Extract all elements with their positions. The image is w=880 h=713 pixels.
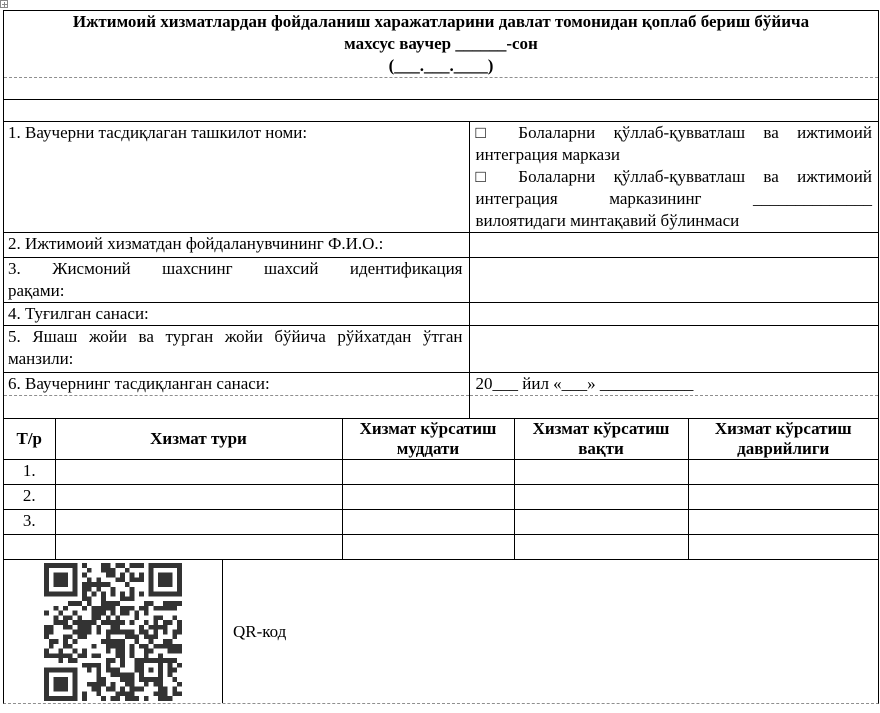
info-row-pinfl: [4, 258, 878, 303]
info-row2-label: 2. Ижтимоий хизматдан фойдаланувчининг Ф.И.О.:: [4, 233, 469, 258]
services-row2-type-cell[interactable]: [55, 484, 342, 509]
services-row3-type-cell[interactable]: [55, 509, 342, 534]
document-title: [4, 11, 878, 78]
empty-row-2: [4, 100, 878, 121]
table-move-handle-icon[interactable]: [0, 0, 8, 8]
services-header-number: Т/р: [4, 418, 55, 459]
services-row4-type-cell[interactable]: [55, 534, 342, 559]
services-row2-time-cell[interactable]: [514, 484, 688, 509]
services-row3-duration-cell[interactable]: [342, 509, 514, 534]
info-row1-value-cell: [469, 122, 878, 233]
info-row4-label: 4. Туғилган санаси:: [4, 303, 469, 326]
services-row2-frequency-cell[interactable]: [688, 484, 878, 509]
title-date-blank: (___.___.____): [388, 56, 494, 75]
info-row6-value[interactable]: 20___ йил «___» ___________: [469, 373, 878, 396]
services-row1-time-cell[interactable]: [514, 459, 688, 484]
services-row2-duration-cell[interactable]: [342, 484, 514, 509]
info-row4-value-cell[interactable]: [469, 303, 878, 326]
info-row5-value-cell[interactable]: [469, 326, 878, 373]
services-header-row: [4, 418, 878, 459]
services-row1-duration-cell[interactable]: [342, 459, 514, 484]
title-line-1: Ижтимоий хизматлардан фойдаланиш харажатларини давлат томонидан қоплаб бериш бўйича: [72, 12, 810, 31]
qr-cell: [4, 560, 223, 705]
services-header-frequency: Хизмат кўрсатиш даврийлиги: [688, 418, 878, 459]
services-table: [4, 418, 878, 560]
info-row3-label: 3. Жисмоний шахснинг шахсий идентификация рақами:: [4, 258, 469, 303]
info-row-fio: [4, 233, 878, 258]
services-row1-number: 1.: [4, 459, 55, 484]
info-row-birthdate: [4, 303, 878, 326]
services-row3-number: 3.: [4, 509, 55, 534]
info-row1-label: 1. Ваучерни тасдиқлаган ташкилот номи:: [4, 122, 469, 233]
continuation-right-cell: [469, 396, 878, 418]
voucher-info-table: [4, 121, 878, 418]
info-row2-value-cell[interactable]: [469, 233, 878, 258]
services-row4-duration-cell[interactable]: [342, 534, 514, 559]
services-row4-frequency-cell[interactable]: [688, 534, 878, 559]
services-row-4: [4, 534, 878, 559]
services-header-type: Хизмат тури: [55, 418, 342, 459]
info-row5-label: 5. Яшаш жойи ва турган жойи бўйича рўйхатдан ўтган манзили:: [4, 326, 469, 373]
services-header-duration: Хизмат кўрсатиш муддати: [342, 418, 514, 459]
info-row-address: [4, 326, 878, 373]
services-row3-frequency-cell[interactable]: [688, 509, 878, 534]
qr-label: QR-код: [233, 622, 287, 641]
qr-label-cell: [223, 560, 878, 705]
services-header-time: Хизмат кўрсатиш вақти: [514, 418, 688, 459]
services-row1-frequency-cell[interactable]: [688, 459, 878, 484]
services-row-1: [4, 459, 878, 484]
info-row-organization: [4, 122, 878, 233]
title-line-2: махсус ваучер ______-сон: [344, 34, 538, 53]
services-row-2: [4, 484, 878, 509]
services-row1-type-cell[interactable]: [55, 459, 342, 484]
qr-code-image: [44, 563, 182, 701]
services-row3-time-cell[interactable]: [514, 509, 688, 534]
qr-section: [4, 560, 878, 705]
services-row4-time-cell[interactable]: [514, 534, 688, 559]
info-row6-label: 6. Ваучернинг тасдиқланган санаси:: [4, 373, 469, 396]
services-row4-number: [4, 534, 55, 559]
empty-row-1: [4, 78, 878, 100]
info-row3-value-cell[interactable]: [469, 258, 878, 303]
services-row2-number: 2.: [4, 484, 55, 509]
info-row-approval-date: [4, 373, 878, 396]
continuation-left-cell: [4, 396, 469, 418]
services-row-3: [4, 509, 878, 534]
org-option-1-checkbox[interactable]: □ Болаларни қўллаб-қувватлаш ва ижтимоий интеграция маркази: [475, 123, 872, 164]
org-option-2-checkbox[interactable]: □ Болаларни қўллаб-қувватлаш ва ижтимоий интеграция марказининг ______________ вилоятидаги минтақавий бўлинмаси: [475, 167, 872, 230]
voucher-document: [3, 10, 879, 704]
info-row-continuation: [4, 396, 878, 418]
